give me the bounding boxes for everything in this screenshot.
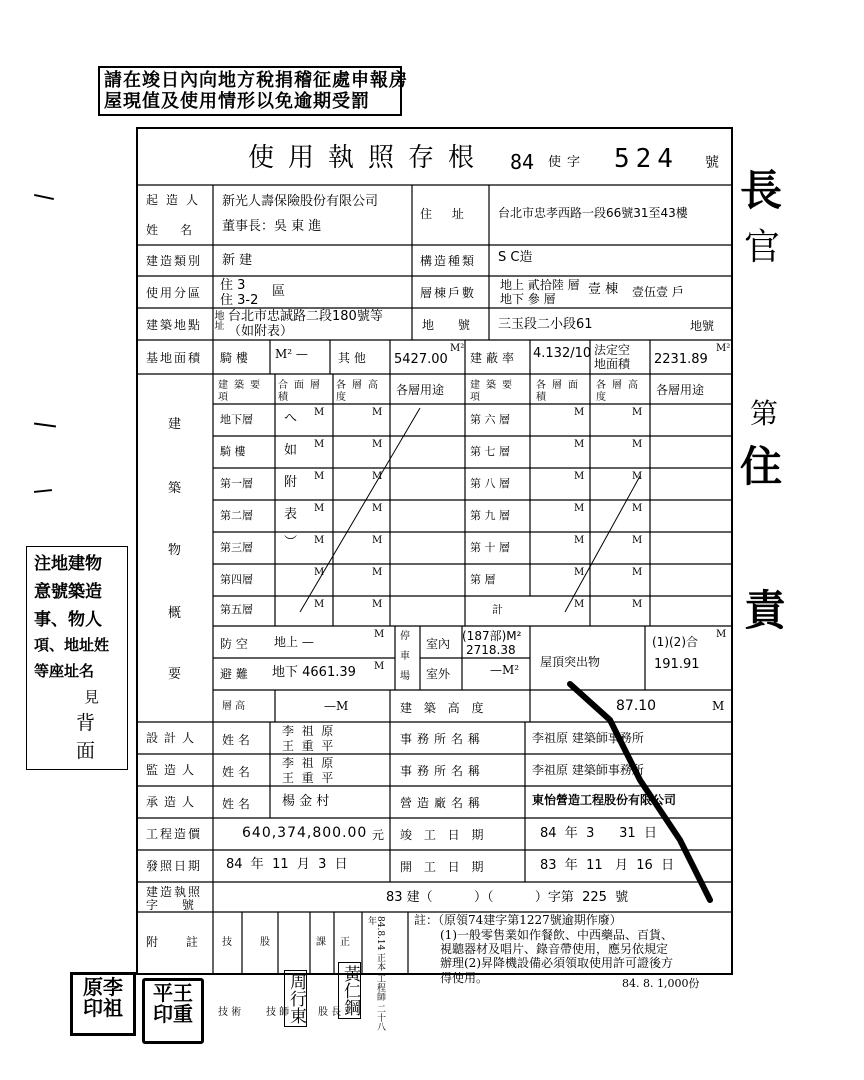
right-floor-4: 第 九 層 <box>470 509 510 522</box>
address-label: 住 址 <box>420 207 472 221</box>
col-header-left-3: 各層高度 <box>336 380 384 403</box>
note-line-5: 得使用。 <box>440 971 489 985</box>
qilou-value: M² — <box>275 347 308 361</box>
designer-firm: 李祖原 建築師事務所 <box>532 731 644 745</box>
building-section-char-3: 物 <box>168 543 182 558</box>
other-unit: M² <box>450 343 465 354</box>
side-note-line-3: 事、物人 <box>34 610 102 630</box>
left-floor-1: 地下層 <box>220 413 253 426</box>
supervisor-name-label: 姓 名 <box>222 765 250 779</box>
right-floor-total: 計 <box>492 603 503 616</box>
col-header-right-4: 各層用途 <box>656 383 705 397</box>
unit-m: M <box>574 471 585 482</box>
notice-line-2: 屋現值及使用情形以免逾期受罰 <box>104 91 370 112</box>
site-label-2: 地址 <box>212 310 223 330</box>
other-label: 其 他 <box>338 351 366 365</box>
shelter-unit: M <box>374 629 385 640</box>
unit-m: M <box>372 407 383 418</box>
builder-label-2: 姓名 <box>146 223 215 237</box>
open-label-2: 地面積 <box>594 357 631 371</box>
col-header-right-1: 建築要項 <box>470 380 518 403</box>
margin-char-4: 住 <box>740 442 783 491</box>
sign-col-4: 正 <box>340 937 350 948</box>
col-header-right-3: 各層高度 <box>596 380 644 403</box>
unit-m: M <box>372 599 383 610</box>
unit-m: M <box>574 535 585 546</box>
unit-m: M <box>574 503 585 514</box>
unit-m: M <box>372 439 383 450</box>
floors-label: 層棟戶數 <box>420 286 477 300</box>
margin-char-2: 官 <box>744 227 781 268</box>
margin-char-1: 長 <box>740 166 783 215</box>
open-label-1: 法定空 <box>594 343 631 357</box>
stamp-name-1: 周行東 <box>284 970 307 1027</box>
side-note-line-5: 等座址名 <box>34 662 95 680</box>
use-zone-value-2: 住 3-2 <box>220 293 259 308</box>
evac-unit: M <box>374 661 385 672</box>
lot-value: 三玉段二小段61 <box>498 317 593 332</box>
parking-label-1: 停 <box>400 631 410 642</box>
indoor-value-2: 2718.38 <box>466 643 516 657</box>
note-line-2: (1)一般零售業如作餐飲、中西藥品、百貨、 <box>440 928 673 942</box>
contractor-name-label: 姓 名 <box>222 797 250 811</box>
margin-char-3: 第 <box>750 397 779 430</box>
open-unit: M² <box>716 343 731 354</box>
lot-label: 地 號 <box>422 318 480 332</box>
contractor-name: 楊 金 村 <box>282 794 330 809</box>
sign-col-3: 課 <box>316 937 326 948</box>
roof-value-2: 191.91 <box>654 657 700 672</box>
use-zone-value-1: 住 3 <box>220 278 246 293</box>
area-note-2: 如 <box>284 443 298 458</box>
shelter-above: 地上 — <box>274 635 314 649</box>
left-floor-7: 第五層 <box>220 603 253 616</box>
builder-rep: 董事長：吳 東 進 <box>222 219 322 234</box>
note-line-4: 辦理(2)昇降機設備必須領取使用許可證後方 <box>440 956 673 970</box>
other-value: 5427.00 <box>394 352 448 367</box>
builder-company: 新光人壽保險股份有限公司 <box>222 194 379 209</box>
roof-label: 屋頂突出物 <box>540 655 601 669</box>
side-note-line-2: 意號築造 <box>34 582 102 602</box>
finish-label: 竣 工 日 期 <box>400 828 488 842</box>
qilou-label: 騎 樓 <box>220 351 248 365</box>
col-header-right-2: 各層面積 <box>536 380 584 403</box>
floors-hu: 壹伍壹 戶 <box>632 285 684 299</box>
building-section-char-2: 築 <box>168 481 182 496</box>
note-line-3: 視聽器材及唱片、錄音帶使用，應另依規定 <box>440 942 669 956</box>
cost-value: 640,374,800.00 <box>242 825 368 841</box>
building-section-char-5: 要 <box>168 667 182 682</box>
permit-number: 524 <box>614 144 679 174</box>
side-note-extra-1: 見 <box>84 688 100 706</box>
side-note-line-4: 項、地址姓 <box>34 636 110 654</box>
unit-m: M <box>314 407 325 418</box>
contractor-firm: 東怡營造工程股份有限公司 <box>532 793 677 807</box>
permit-value: 83 建（ ）（ ）字第 225 號 <box>386 890 629 905</box>
unit-m: M <box>314 439 325 450</box>
permit-word: 使字 <box>548 155 587 170</box>
roof-value-1: (1)(2)合 <box>652 635 698 649</box>
designer-firm-label: 事務所名稱 <box>400 732 486 746</box>
floors-dong: 壹 棟 <box>588 282 619 297</box>
issue-value: 84 年 11 月 3 日 <box>226 857 348 872</box>
address-value: 台北市忠孝西路一段66號31至43樓 <box>498 206 688 220</box>
site-value-2: （如附表） <box>228 324 294 339</box>
unit-m: M <box>314 535 325 546</box>
sign-col-1: 技 <box>222 937 232 948</box>
unit-m: M <box>574 407 585 418</box>
permit-label-2: 字 號 <box>146 898 204 912</box>
unit-m: M <box>372 567 383 578</box>
area-note-1: へ <box>284 411 298 426</box>
building-height-unit: M <box>712 699 725 713</box>
supervisor-label: 監造人 <box>146 763 201 777</box>
coverage-value: 4.132/10 <box>533 346 592 361</box>
unit-m: M <box>632 503 643 514</box>
stamp-name-2: 黃仁鋼 <box>338 962 361 1019</box>
print-info: 84. 8. 1,000份 <box>622 977 700 990</box>
cost-unit: 元 <box>372 828 385 842</box>
area-label: 基地面積 <box>146 351 203 365</box>
structure-value: S C造 <box>498 250 533 265</box>
finish-value: 84 年 3 31 日 <box>540 826 657 841</box>
cost-label: 工程造價 <box>146 827 203 841</box>
right-floor-6: 第 層 <box>470 573 496 586</box>
floors-value-1: 地上 貳拾陸 層 <box>500 278 580 292</box>
unit-m: M <box>574 439 585 450</box>
notice-line-1: 請在竣日內向地方稅捐稽征處申報房 <box>104 70 408 91</box>
building-section-char-1: 建 <box>168 417 182 432</box>
indoor-value-1: (187部)M² <box>462 629 522 643</box>
unit-m: M <box>372 535 383 546</box>
contractor-firm-label: 營造廠名稱 <box>400 796 486 810</box>
supervisor-seal-stamp: 平王 印重 <box>142 978 204 1044</box>
left-floor-3: 第一層 <box>220 477 253 490</box>
unit-m: M <box>314 471 325 482</box>
unit-m: M <box>632 471 643 482</box>
floors-value-2: 地下 參 層 <box>500 292 556 306</box>
left-floor-2: 騎 樓 <box>220 445 246 458</box>
hao-label: 號 <box>705 155 719 171</box>
right-floor-5: 第 十 層 <box>470 541 510 554</box>
evac-below: 地下 4661.39 <box>272 665 356 680</box>
side-note-box <box>26 546 128 770</box>
permit-label-1: 建造執照 <box>146 885 203 899</box>
note-small-vertical: 84.8.14 正本 工程師 二十八年 <box>366 916 385 1031</box>
unit-m: M <box>632 439 643 450</box>
outdoor-label: 室外 <box>426 667 451 681</box>
building-height-value: 87.10 <box>616 698 657 714</box>
use-zone-label: 使用分區 <box>146 286 203 300</box>
right-floor-3: 第 八 層 <box>470 477 510 490</box>
issue-label: 發照日期 <box>146 859 203 873</box>
unit-m: M <box>314 599 325 610</box>
unit-m: M <box>314 503 325 514</box>
side-note-extra-2: 背 <box>76 712 96 734</box>
col-header-left-4: 各層用途 <box>396 383 445 397</box>
note-line-1: 註：（原領74建字第1227號逾期作廢） <box>414 913 622 927</box>
height-value: —M <box>324 699 349 713</box>
indoor-label: 室內 <box>426 637 451 651</box>
start-value: 83 年 11 月 16 日 <box>540 858 675 873</box>
start-label: 開 工 日 期 <box>400 860 488 874</box>
right-floor-1: 第 六 層 <box>470 413 510 426</box>
unit-m: M <box>574 599 585 610</box>
unit-m: M <box>632 407 643 418</box>
structure-label: 構造種類 <box>420 254 477 268</box>
notes-label: 附 註 <box>146 935 210 949</box>
build-type-label: 建造類別 <box>146 254 203 268</box>
sign-label-3: 股 長 <box>318 1007 342 1018</box>
margin-char-5: 責 <box>744 586 787 635</box>
area-note-4: 表 <box>284 507 298 522</box>
shelter-label: 防 空 <box>220 637 248 651</box>
area-note-3: 附 <box>284 475 298 490</box>
building-section-char-4: 概 <box>168 606 182 621</box>
roof-unit: M <box>716 629 727 640</box>
unit-m: M <box>372 471 383 482</box>
unit-m: M <box>314 567 325 578</box>
left-floor-6: 第四層 <box>220 573 253 586</box>
designer-seal-stamp: 原李 印祖 <box>70 972 136 1036</box>
unit-m: M <box>632 567 643 578</box>
unit-m: M <box>574 567 585 578</box>
area-note-5: ︶ <box>284 535 298 550</box>
sign-label-1: 技 術 <box>218 1007 242 1018</box>
sign-label-2: 技 師 <box>266 1007 290 1018</box>
coverage-label: 建蔽率 <box>470 351 519 365</box>
designer-name-label: 姓 名 <box>222 733 250 747</box>
height-label: 層 高 <box>222 701 246 712</box>
supervisor-firm: 李祖原 建築師事務所 <box>532 763 644 777</box>
col-header-left-1: 建築要項 <box>218 380 266 403</box>
col-header-left-2: 合面層積 <box>278 380 326 403</box>
parking-label-3: 場 <box>400 671 410 682</box>
site-label: 建築地點 <box>146 318 203 332</box>
supervisor-firm-label: 事務所名稱 <box>400 764 486 778</box>
unit-m: M <box>632 599 643 610</box>
side-note-line-1: 注地建物 <box>34 554 102 574</box>
unit-m: M <box>632 535 643 546</box>
left-floor-4: 第二層 <box>220 509 253 522</box>
left-floor-5: 第三層 <box>220 541 253 554</box>
outdoor-value: —M² <box>490 663 520 677</box>
lot-suffix: 地號 <box>690 319 715 333</box>
open-value: 2231.89 <box>654 352 708 367</box>
side-note-extra-3: 面 <box>76 740 96 762</box>
build-type-value: 新 建 <box>222 253 253 268</box>
supervisor-names: 李 祖 原 王 重 平 <box>282 756 334 785</box>
designer-names: 李 祖 原 王 重 平 <box>282 724 334 753</box>
builder-label-1: 起造人 <box>146 193 207 207</box>
year-number: 84 <box>510 150 535 174</box>
site-value-1: 台北市忠誠路二段180號等 <box>228 309 383 324</box>
parking-label-2: 車 <box>400 651 410 662</box>
use-zone-suffix: 區 <box>272 284 286 299</box>
sign-col-2: 股 <box>260 937 270 948</box>
contractor-label: 承造人 <box>146 795 201 809</box>
building-height-label: 建 築 高 度 <box>400 701 488 715</box>
right-floor-2: 第 七 層 <box>470 445 510 458</box>
page-title: 使用執照存根 <box>248 143 489 173</box>
unit-m: M <box>372 503 383 514</box>
designer-label: 設計人 <box>146 731 201 745</box>
evac-label: 避 難 <box>220 667 248 681</box>
